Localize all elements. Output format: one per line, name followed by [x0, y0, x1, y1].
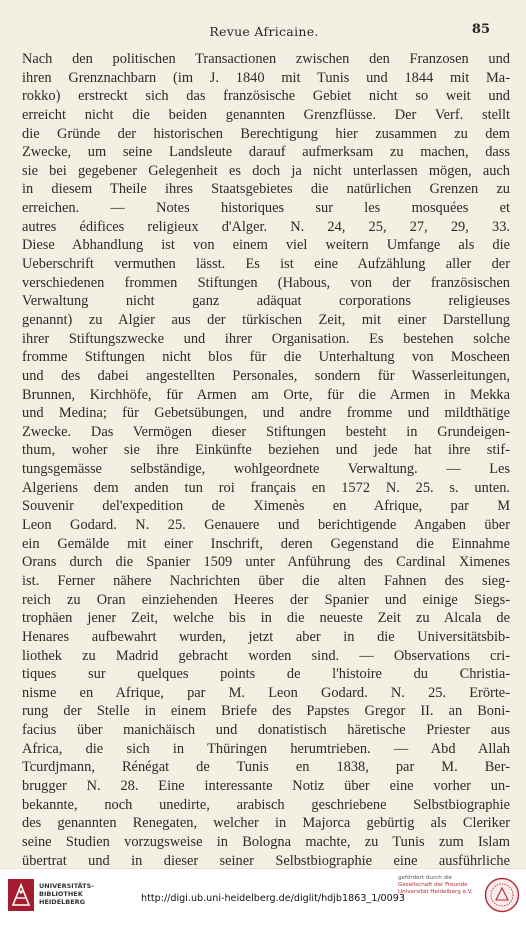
text-line: seine Studien vorzugsweise in Bologna machte, zu Tunis zum Islam: [22, 833, 510, 850]
sponsor-line: Universität Heidelberg e.V.: [398, 889, 473, 896]
page-header: [30, 22, 498, 44]
text-line: ist. Ferner nähere Nachrichten über die alten Fahnen des sieg-: [22, 572, 510, 589]
body-text: [22, 50, 510, 868]
text-line: thum, woher sie ihre Einkünfte beziehen und jede hat ihre stif-: [22, 442, 510, 459]
library-name-line: HEIDELBERG: [39, 898, 86, 906]
text-line: liothek zu Madrid gebracht worden sind. — Observations cri-: [22, 647, 510, 664]
text-line: Leon Godard. N. 25. Genauere und berichtigende Angaben über: [22, 517, 510, 534]
text-line: fromme Stiftungen nicht blos für die Unterhaltung von Moscheen: [22, 349, 510, 366]
text-line: Souvenir del'expedition de Ximenès en Afrique, par M: [22, 498, 510, 515]
text-line: bekannte, noch unedirte, arabisch geschriebene Selbstbiographie: [22, 796, 510, 813]
text-line: rung der Stelle in einem Briefe des Papstes Gregor II. an Boni-: [22, 703, 510, 720]
text-line: Africa, die sich in Thüringen herumtrieben. — Abd Allah: [22, 740, 510, 757]
text-line: reich zu Oran einziehenden Heeres der Spanier und einige Siegs-: [22, 591, 510, 608]
text-line: ihren Grenznachbarn (im J. 1840 mit Tunis und 1844 mit Ma-: [22, 69, 510, 86]
text-line: rokko) erstreckt sich das französische Gebiet nicht so weit und: [22, 88, 510, 105]
text-line: in diesem Theile ihres Staatsgebietes die natürlichen Grenzen zu: [22, 181, 510, 198]
text-line: trophäen jener Zeit, welche bis in die neueste Zeit zu Alcala de: [22, 610, 510, 627]
text-line: Tcurdjmann, Rénégat de Tunis en 1838, par M. Ber-: [22, 759, 510, 776]
text-line: des genannten Renegaten, welcher in Majorca gebürtig als Cleriker: [22, 815, 510, 832]
text-line: Zwecke. Das Vermögen dieser Stiftungen besteht in Grundeigen-: [22, 423, 510, 440]
text-line: Algeriens dem anden tun roi français en 1572 N. 25. s. unten.: [22, 479, 510, 496]
source-url-link[interactable]: http://digi.ub.uni-heidelberg.de/diglit/hdjb1863_1/0093: [141, 893, 405, 904]
text-line: ihrer Stiftungszwecke und ihrer Organisation. Es bestehen solche: [22, 330, 510, 347]
library-name-line: UNIVERSITÄTS-: [39, 882, 94, 890]
text-line: sie bei gegebener Gelegenheit es doch ja nicht unterlassen mögen, auch: [22, 162, 510, 179]
library-name: [39, 882, 94, 906]
text-line: übertrat und in dieser seiner Selbstbiographie eine ausführliche: [22, 852, 510, 868]
page-number: 85: [471, 22, 490, 37]
text-line: und Medina; für Gebetsübungen, und andre fromme und mildthätige: [22, 405, 510, 422]
running-head: Revue Africaine.: [209, 24, 319, 39]
digitization-footer: [0, 868, 526, 928]
text-line: genannt) zu Algier aus der türkischen Zeit, mit einer Darstellung: [22, 311, 510, 328]
text-line: facius über manichäisch und donatistisch häretische Priester aus: [22, 722, 510, 739]
text-line: Henares aufbewahrt wurden, jetzt aber in die Universitätsbib-: [22, 628, 510, 645]
text-line: Orans durch die Spanier 1509 unter Anführung des Cardinal Ximenes: [22, 554, 510, 571]
sponsor-line: gefördert durch die: [398, 875, 453, 881]
sponsor-line: Gesellschaft der Freunde: [398, 882, 468, 889]
library-logo: [8, 879, 128, 919]
library-seal-icon: [8, 879, 34, 911]
text-line: nisme en Afrique, par M. Leon Godard. N. 25. Erörte-: [22, 684, 510, 701]
text-line: Ueberschrift vermuthen lässt. Es ist eine Aufzählung aller der: [22, 256, 510, 273]
text-line: Nach den politischen Transactionen zwischen den Franzosen und: [22, 51, 510, 67]
text-line: verschiedenen frommen Stiftungen (Habous, von der französischen: [22, 274, 510, 291]
sponsor-note: [398, 875, 484, 897]
text-line: Diese Abhandlung ist von einem viel weitern Umfange als die: [22, 237, 510, 254]
text-line: die Gründe der historischen Berechtigung hier zusammen zu dem: [22, 125, 510, 142]
text-line: erreicht nicht die beiden genannten Grenzflüsse. Der Verf. stellt: [22, 106, 510, 123]
text-line: Brunnen, Kirchhöfe, für Armen am Orte, für die Armen in Mekka: [22, 386, 510, 403]
text-line: tiques sur quelques points de l'histoire du Christia-: [22, 666, 510, 683]
university-seal-icon: [484, 877, 520, 913]
text-line: erreichen. — Notes historiques sur les mosquées et: [22, 200, 510, 217]
library-name-line: BIBLIOTHEK: [39, 890, 83, 898]
text-line: brugger N. 28. Eine interessante Notiz über eine vorher un-: [22, 777, 510, 794]
text-line: ein Gemälde mit einer Inschrift, deren Gegenstand die Einnahme: [22, 535, 510, 552]
text-line: tungsgemässe selbständige, wohlgeordnete Verwaltung. — Les: [22, 461, 510, 478]
text-line: Verwaltung nicht ganz adäquat corporations religieuses: [22, 293, 510, 310]
text-line: und des dabei angestellten Personales, sondern für Wasserleitungen,: [22, 367, 510, 384]
text-line: Zwecke, um seine Landsleute darauf aufmerksam zu machen, dass: [22, 144, 510, 161]
text-line: autres édifices religieux d'Alger. N. 24, 25, 27, 29, 33.: [22, 218, 510, 235]
